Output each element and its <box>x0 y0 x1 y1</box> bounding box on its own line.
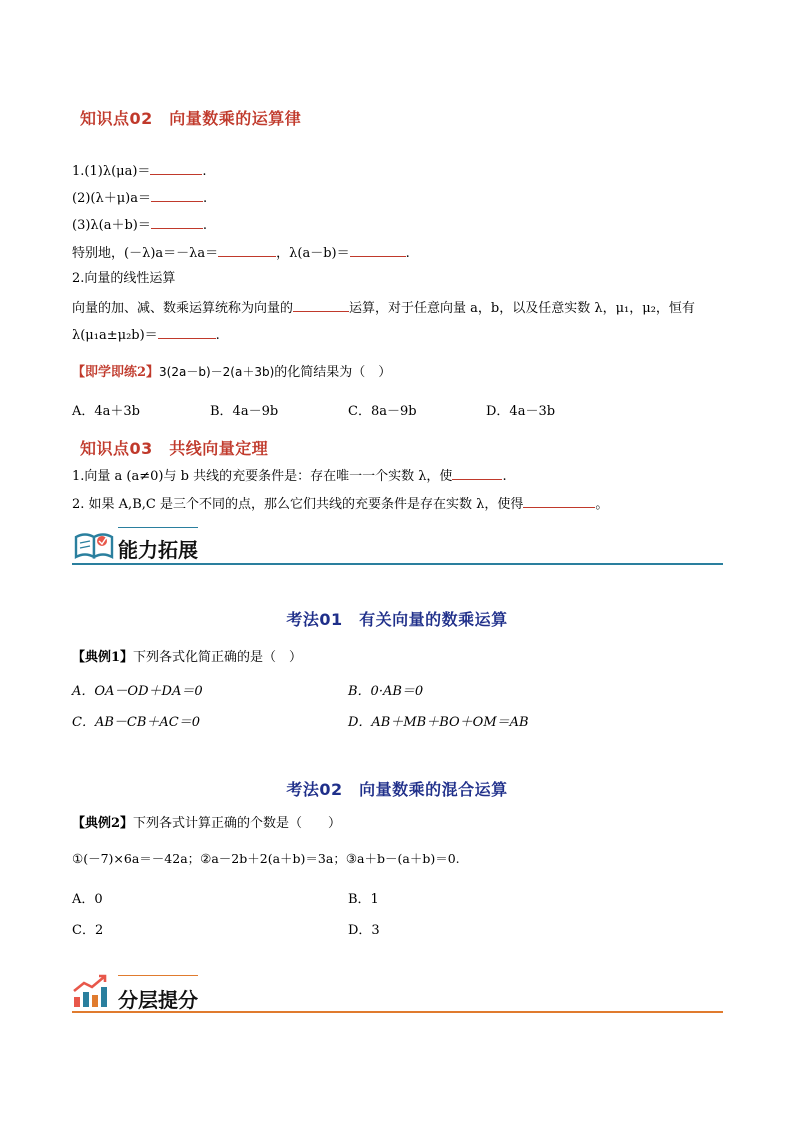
example1-question: 【典例1】下列各式化简正确的是（ ） <box>72 650 303 665</box>
chart-growth-icon <box>72 973 108 1009</box>
example2-option-b[interactable]: B．1 <box>348 892 379 907</box>
example2-question: 【典例2】下列各式计算正确的个数是（ ） <box>72 816 342 831</box>
kp03-heading: 知识点03 共线向量定理 <box>80 439 269 458</box>
practice2-option-d[interactable]: D．4a－3b <box>486 404 556 419</box>
law-4: 特别地，(－λ)a＝－λa＝ ，λ(a－b)＝ . <box>72 246 410 261</box>
section1-top-accent <box>118 527 198 528</box>
book-icon <box>72 527 116 561</box>
example1-option-a[interactable]: A．OA－OD＋DA＝0 <box>72 684 203 699</box>
practice2-option-b[interactable]: B．4a－9b <box>210 404 279 419</box>
example1-option-b[interactable]: B．0·AB＝0 <box>348 684 424 699</box>
collinear-line-2: 2. 如果 A,B,C 是三个不同的点，那么它们共线的充要条件是存在实数 λ，使得 。 <box>72 497 609 512</box>
method02-heading: 考法02 向量数乘的混合运算 <box>286 780 508 799</box>
example1-option-c[interactable]: C．AB－CB＋AC＝0 <box>72 715 200 730</box>
example2-option-d[interactable]: D．3 <box>348 923 380 938</box>
law-2: (2)(λ＋μ)a＝ . <box>72 191 208 206</box>
section1-title: 能力拓展 <box>118 538 198 562</box>
practice2-option-c[interactable]: C．8a－9b <box>348 404 417 419</box>
example2-option-c[interactable]: C．2 <box>72 923 104 938</box>
example1-option-d[interactable]: D．AB＋MB＋BO＋OM＝AB <box>348 715 529 730</box>
example2-items: ①(－7)×6a＝－42a；②a－2b＋2(a＋b)＝3a；③a＋b－(a＋b)＝0. <box>72 851 460 866</box>
example2-option-a[interactable]: A．0 <box>72 892 103 907</box>
linear-heading: 2.向量的线性运算 <box>72 271 176 286</box>
section2-title: 分层提分 <box>118 988 198 1012</box>
section1-divider <box>72 563 723 565</box>
kp02-heading: 知识点02 向量数乘的运算律 <box>80 109 302 128</box>
practice2-option-a[interactable]: A．4a＋3b <box>72 404 141 419</box>
method01-heading: 考法01 有关向量的数乘运算 <box>286 610 508 629</box>
practice2-question: 【即学即练2】3(2a－b)－2(a＋3b)的化简结果为（ ） <box>72 365 392 380</box>
collinear-line-1: 1.向量 a (a≠0)与 b 共线的充要条件是：存在唯一一个实数 λ，使 . <box>72 469 507 484</box>
section2-divider <box>72 1011 723 1013</box>
linear-line-1: 向量的加、减、数乘运算统称为向量的 运算，对于任意向量 a，b，以及任意实数 λ，μ₁，μ₂，恒有 <box>72 301 695 316</box>
linear-line-2: λ(μ₁a±μ₂b)＝ . <box>72 328 220 343</box>
practice2-expression: 3(2a－b)－2(a＋3b) <box>159 365 275 379</box>
section2-top-accent <box>118 975 198 976</box>
law-1: 1.(1)λ(μa)＝ . <box>72 164 207 179</box>
law-3: (3)λ(a＋b)＝ . <box>72 218 208 233</box>
